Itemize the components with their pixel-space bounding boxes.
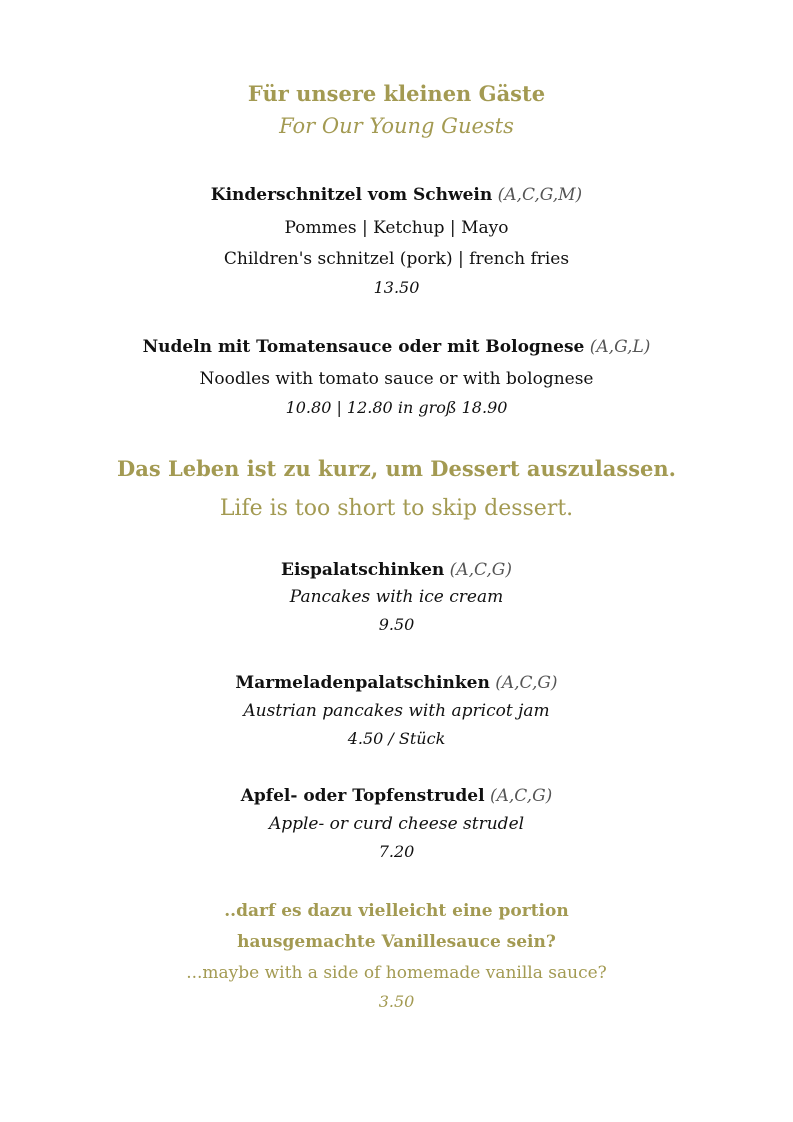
item-name: Kinderschnitzel vom Schwein — [210, 185, 493, 205]
kids-title-en: For Our Young Guests — [279, 114, 514, 138]
item-description: Noodles with tomato sauce or with bolognese — [199, 369, 594, 389]
item-price: 4.50 / Stück — [347, 729, 446, 748]
sauce-offer-line2: hausgemachte Vanillesauce sein? — [237, 932, 556, 952]
allergen-codes: (A,G,L) — [589, 337, 651, 357]
menu-item-strudel — [0, 788, 793, 805]
allergen-codes: (A,C,G,M) — [497, 185, 583, 205]
item-name: Apfel- oder Topfenstrudel — [240, 786, 485, 806]
allergen-codes: (A,C,G) — [495, 673, 558, 693]
sauce-offer-en: ...maybe with a side of homemade vanilla sauce? — [186, 963, 607, 983]
menu-item-marmeladenpalatschinken — [0, 675, 793, 692]
item-name: Marmeladenpalatschinken — [235, 673, 490, 693]
kids-title-de: Für unsere kleinen Gäste — [247, 81, 546, 106]
menu-item-nudeln — [0, 339, 793, 356]
menu-item-eispalatschinken — [0, 562, 793, 579]
item-price: 7.20 — [378, 842, 415, 861]
item-description: Apple- or curd cheese strudel — [268, 814, 525, 834]
allergen-codes: (A,C,G) — [489, 786, 553, 806]
item-name: Eispalatschinken — [280, 560, 445, 580]
sauce-price: 3.50 — [378, 992, 415, 1011]
item-description: Children's schnitzel (pork) | french fries — [223, 249, 570, 269]
item-description: Pancakes with ice cream — [289, 587, 504, 607]
item-sides: Pommes | Ketchup | Mayo — [284, 218, 509, 238]
dessert-title-en: Life is too short to skip dessert. — [219, 496, 574, 521]
item-price: 9.50 — [378, 615, 415, 634]
menu-item-kinderschnitzel — [0, 187, 793, 204]
item-price: 13.50 — [373, 278, 420, 297]
sauce-offer-line1: ..darf es dazu vielleicht eine portion — [224, 901, 569, 921]
dessert-title-de: Das Leben ist zu kurz, um Dessert auszulassen. — [117, 456, 676, 481]
item-name: Nudeln mit Tomatensauce oder mit Bolognese — [142, 337, 585, 357]
item-price: 10.80 | 12.80 in groß 18.90 — [285, 398, 508, 417]
item-description: Austrian pancakes with apricot jam — [243, 701, 550, 721]
allergen-codes: (A,C,G) — [449, 560, 513, 580]
